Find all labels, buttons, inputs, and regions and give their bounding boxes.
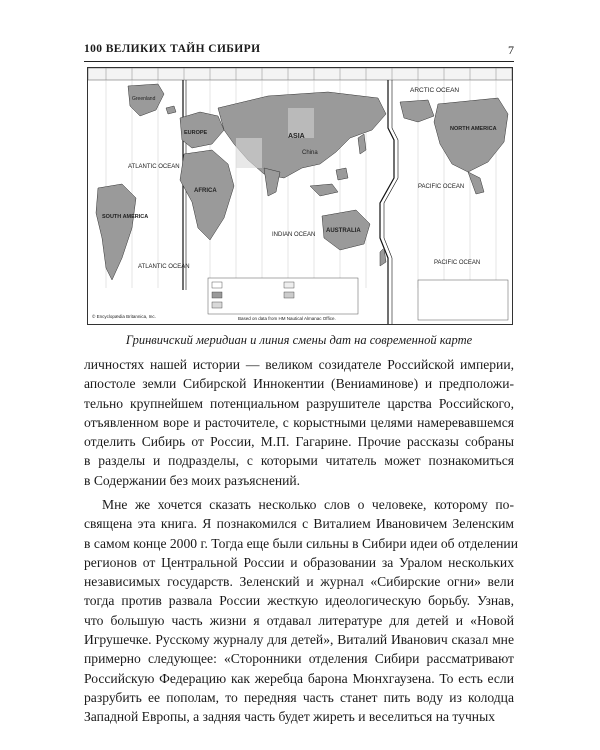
label-greenland: Greenland [132,96,156,102]
text-line: что большую часть жизни я отдавал литературе для детей и «Новой [84,612,514,628]
text-line: независимых государств. Зеленский и журнал «Сибирские огни» вели [84,574,514,590]
text-line: тельно крупнейшем потенциальном разрушителе царства Российского, [84,395,514,411]
label-atlantic-north: ATLANTIC OCEAN [128,164,180,170]
label-arctic: ARCTIC OCEAN [410,87,460,94]
running-header [84,43,514,59]
text-line: отъявленном воре и расточителе, с корыстными целями намеревавшемся [84,414,514,430]
text-line: отделить Сибирь от России, М.П. Гагарине. Прочие рассказы собраны [84,434,514,450]
longitude-strip [88,68,512,80]
label-indian: INDIAN OCEAN [272,232,316,238]
map-source: Based on data from HM Nautical Almanac Office. [238,316,336,321]
label-pacific-south: PACIFIC OCEAN [434,260,481,266]
notes-box [418,280,508,320]
label-atlantic-south: ATLANTIC OCEAN [138,264,190,270]
text-line: апостоле земли Сибирской Иннокентии (Вениаминове) и предположи- [84,376,514,392]
figure-caption: Гринвичский меридиан и линия смены дат на современной карте [125,333,473,347]
africa-shape [180,150,234,240]
text-line: в разделы и подразделы, с которыми читатель может познакомиться [84,453,514,469]
text-line: личностях нашей истории — великом созидателе Российской империи, [84,357,514,372]
map-illustration [88,68,512,324]
text-line: Мне же хочется сказать несколько слов о человеке, которому по- [102,497,514,512]
label-africa: AFRICA [194,188,217,194]
text-line: Игрушечке. Русскому журналу для детей», Виталий Иванович сказал мне [84,632,514,648]
paragraph-1 [84,355,514,490]
label-south-america: SOUTH AMERICA [102,214,149,220]
text-line: Западной Европы, а задняя часть будет жиреть и веселиться на тучных [84,709,495,725]
text-line: в Содержании без моих разъяснений. [84,472,301,488]
text-line: священа эта книга. Я познакомился с Виталием Ивановичем Зеленским [84,516,514,532]
paragraph-2 [84,495,518,727]
text-line: в самом конце 2000 г. Тогда еще были сильны в Сибири идеи об отделении [84,535,518,551]
label-north-america: NORTH AMERICA [450,126,497,132]
page-number: 7 [508,43,514,57]
text-line: Российскую Федерацию как жеребца барона Мюнхгаузена. То есть если [84,670,514,686]
text-line: разрубить ее пополам, то передняя часть станет пить воду из колодца [84,689,514,705]
label-australia: AUSTRALIA [326,228,361,234]
south-america-shape [96,184,136,280]
text-line: регионов от Центральной России и образовании за Уралом нескольких [84,554,514,570]
label-pacific-north: PACIFIC OCEAN [418,184,465,190]
text-line: тогда против развала России жесткую идеологическую борьбу. Узнав, [84,593,514,609]
label-europe: EUROPE [184,130,208,136]
map-copyright: © Encyclopædia Britannica, Inc. [92,314,156,319]
label-china: China [302,150,318,156]
map-legend [208,278,358,314]
book-title: 100 ВЕЛИКИХ ТАЙН СИБИРИ [84,43,261,55]
label-asia: ASIA [288,133,305,140]
world-time-zone-map [87,67,513,325]
header-rule [84,61,514,62]
north-america-shape [434,98,508,172]
text-line: примерно следующее: «Сторонники отделения Сибири рассматривают [84,651,514,667]
